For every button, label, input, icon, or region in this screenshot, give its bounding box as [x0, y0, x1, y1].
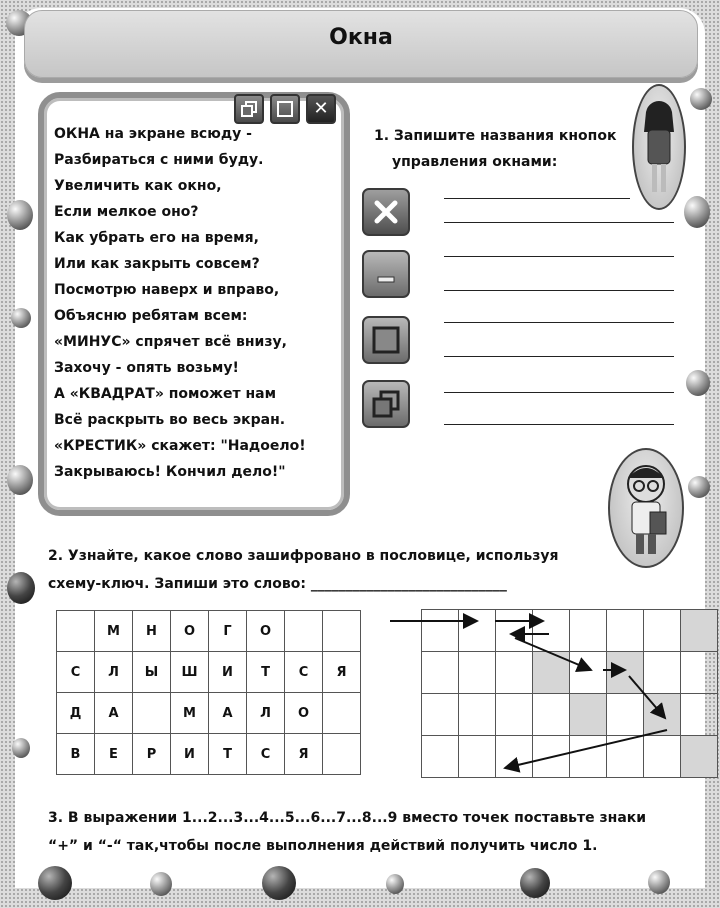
restore-icon	[234, 94, 264, 124]
restore-icon	[362, 380, 410, 428]
letter-cell: В	[57, 734, 95, 775]
poem-line: Захочу - опять возьму!	[54, 360, 239, 376]
poem-line: Если мелкое оно?	[54, 204, 199, 220]
letter-cell: А	[95, 693, 133, 734]
decor-ball	[7, 200, 33, 230]
poem-line: Всё раскрыть во весь экран.	[54, 412, 286, 428]
answer-line[interactable]	[444, 322, 674, 323]
letter-cell: О	[285, 693, 323, 734]
decor-ball	[7, 572, 35, 604]
letter-cell	[323, 693, 361, 734]
poem-line: Закрываюсь! Кончил дело!"	[54, 464, 286, 480]
decor-ball	[386, 874, 404, 894]
letter-cell: М	[171, 693, 209, 734]
answer-line[interactable]	[444, 356, 674, 357]
letter-cell: Я	[285, 734, 323, 775]
decor-ball	[150, 872, 172, 896]
decor-ball	[262, 866, 296, 900]
task3-heading-cont: “+” и “-“ так,чтобы после выполнения действий получить число 1.	[48, 838, 598, 854]
letter-cell: Н	[133, 611, 171, 652]
close-icon: ✕	[306, 94, 336, 124]
letter-cell	[57, 611, 95, 652]
letter-cell	[285, 611, 323, 652]
letter-cell: С	[57, 652, 95, 693]
arrow	[629, 676, 665, 718]
letter-grid	[56, 610, 361, 775]
task1-heading: 1. Запишите названия кнопок	[374, 128, 617, 144]
answer-line[interactable]	[444, 424, 674, 425]
answer-line[interactable]	[444, 290, 674, 291]
task2-heading-cont: схему-ключ. Запиши это слово: ____________________________	[48, 576, 507, 592]
key-scheme-arrows	[385, 608, 685, 778]
letter-cell: Ы	[133, 652, 171, 693]
letter-cell: С	[285, 652, 323, 693]
poem-line: Посмотрю наверх и вправо,	[54, 282, 280, 298]
arrow	[505, 730, 667, 768]
decor-ball	[648, 870, 670, 894]
answer-line[interactable]	[444, 256, 674, 257]
poem-line: Разбираться с ними буду.	[54, 152, 264, 168]
decor-ball	[684, 196, 710, 228]
letter-cell	[323, 734, 361, 775]
letter-cell: Я	[323, 652, 361, 693]
letter-cell: И	[171, 734, 209, 775]
decor-ball	[520, 868, 550, 898]
decor-ball	[690, 88, 712, 110]
title-bar	[24, 10, 698, 78]
poem-line: Или как закрыть совсем?	[54, 256, 260, 272]
poem-line: «МИНУС» спрячет всё внизу,	[54, 334, 287, 350]
poem-line: Как убрать его на время,	[54, 230, 259, 246]
letter-cell: О	[171, 611, 209, 652]
answer-line[interactable]	[444, 392, 674, 393]
decor-ball	[688, 476, 710, 498]
boy-illustration	[608, 448, 684, 568]
key-cell	[681, 652, 718, 694]
poem-line: Увеличить как окно,	[54, 178, 222, 194]
task1-heading-cont: управления окнами:	[392, 154, 558, 170]
maximize-icon	[270, 94, 300, 124]
poem-line: Объясню ребятам всем:	[54, 308, 248, 324]
letter-cell: Г	[209, 611, 247, 652]
poem-line: А «КВАДРАТ» поможет нам	[54, 386, 277, 402]
letter-cell: Т	[247, 652, 285, 693]
letter-cell: Е	[95, 734, 133, 775]
key-cell	[681, 610, 718, 652]
minimize-icon	[362, 250, 410, 298]
task3-heading: 3. В выражении 1...2...3...4...5...6...7...8...9 вместо точек поставьте знаки	[48, 810, 647, 826]
decor-ball	[7, 465, 33, 495]
decor-ball	[12, 738, 30, 758]
close-icon	[362, 188, 410, 236]
letter-cell: Л	[95, 652, 133, 693]
letter-cell: И	[209, 652, 247, 693]
letter-cell: Ш	[171, 652, 209, 693]
arrow	[515, 638, 591, 670]
letter-cell: А	[209, 693, 247, 734]
answer-line[interactable]	[444, 222, 674, 223]
letter-cell: Д	[57, 693, 95, 734]
letter-cell: М	[95, 611, 133, 652]
key-cell	[681, 694, 718, 736]
letter-cell: Р	[133, 734, 171, 775]
letter-cell: С	[247, 734, 285, 775]
poem-line: «КРЕСТИК» скажет: "Надоело!	[54, 438, 306, 454]
answer-line[interactable]	[444, 198, 630, 199]
maximize-icon	[362, 316, 410, 364]
decor-ball	[11, 308, 31, 328]
girl-illustration	[632, 84, 686, 210]
letter-cell: О	[247, 611, 285, 652]
key-cell	[681, 736, 718, 778]
letter-cell: Л	[247, 693, 285, 734]
poem-window	[38, 92, 350, 516]
task2-heading: 2. Узнайте, какое слово зашифровано в пословице, используя	[48, 548, 559, 564]
letter-cell: Т	[209, 734, 247, 775]
decor-ball	[38, 866, 72, 900]
letter-cell	[323, 611, 361, 652]
poem-line: ОКНА на экране всюду -	[54, 126, 252, 142]
decor-ball	[686, 370, 710, 396]
letter-cell	[133, 693, 171, 734]
page-title: Окна	[329, 25, 393, 50]
